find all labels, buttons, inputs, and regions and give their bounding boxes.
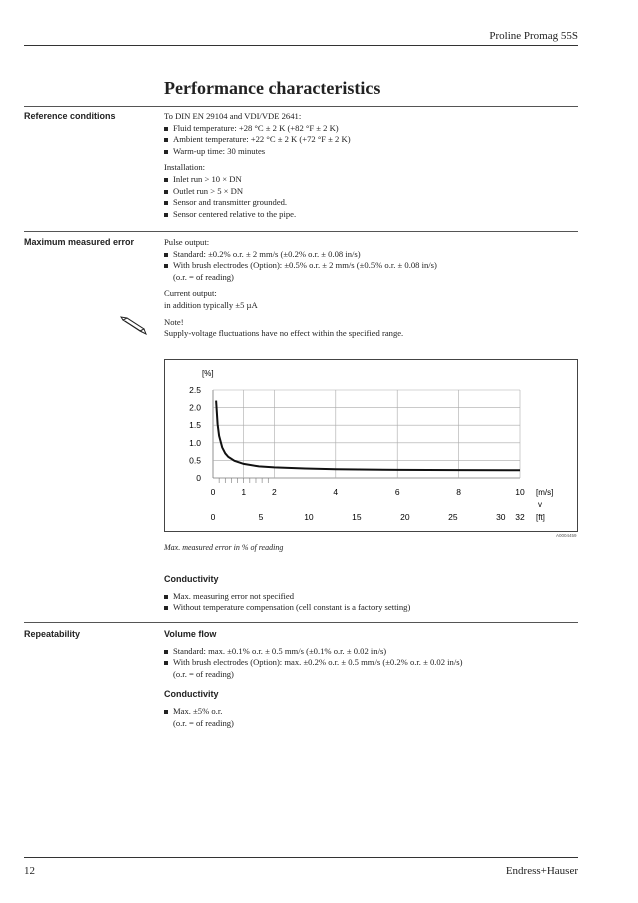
- conductivity-heading: Conductivity: [164, 574, 219, 584]
- x-tick-label-ms: 1: [241, 487, 247, 497]
- list-item: Ambient temperature: +22 °C ± 2 K (+72 °F ± 2 K): [164, 134, 584, 146]
- list-item: With brush electrodes (Option): max. ±0.2% o.r. ± 0.5 mm/s (±0.2% o.r. ± 0.02 in/s): [164, 657, 584, 669]
- page-number: 12: [24, 865, 35, 877]
- x-tick-label-ft: 0: [210, 512, 216, 522]
- error-chart: [164, 359, 578, 532]
- list-item: Max. ±5% o.r.: [164, 706, 584, 718]
- error-curve: [216, 401, 520, 471]
- y-tick-label: 1.5: [189, 420, 201, 431]
- y-tick-label: 0: [196, 473, 201, 483]
- repeatability-conductivity-note: (o.r. = of reading): [173, 717, 234, 728]
- current-text: in addition typically ±5 µA: [164, 299, 258, 310]
- current-heading: Current output:: [164, 288, 217, 299]
- chart-ylabel: [%]: [202, 369, 214, 378]
- list-item: Fluid temperature: +28 °C ± 2 K (+82 °F ± 2 K): [164, 123, 584, 135]
- list-item: Sensor centered relative to the pipe.: [164, 209, 584, 221]
- pulse-note: (o.r. = of reading): [173, 271, 234, 282]
- max-error-block: [164, 237, 584, 340]
- list-item: Without temperature compensation (cell constant is a factory setting): [164, 602, 584, 614]
- section-divider: [24, 622, 578, 623]
- chart-code: A0004459: [556, 533, 577, 538]
- list-item: Standard: ±0.2% o.r. ± 2 mm/s (±0.2% o.r. ± 0.08 in/s): [164, 249, 584, 261]
- section-divider: [24, 231, 578, 232]
- x-tick-label-ms: 8: [456, 487, 461, 497]
- chart-x-unit-ms: [m/s]: [536, 488, 554, 497]
- list-item: With brush electrodes (Option): ±0.5% o.r. ± 2 mm/s (±0.5% o.r. ± 0.08 in/s): [164, 260, 584, 272]
- reference-intro: To DIN EN 29104 and VDI/VDE 2641:: [164, 111, 302, 121]
- x-tick-label-ft: 25: [448, 512, 458, 522]
- x-tick-label-ms: 6: [394, 487, 400, 497]
- y-tick-label: 2.0: [189, 402, 201, 413]
- installation-list: [164, 174, 584, 220]
- conductivity-block: [164, 574, 584, 614]
- section-divider: [24, 106, 578, 107]
- y-tick-label: 2.5: [189, 385, 201, 395]
- list-item: Standard: max. ±0.1% o.r. ± 0.5 mm/s (±0.1% o.r. ± 0.02 in/s): [164, 646, 584, 658]
- list-item: Outlet run > 5 × DN: [164, 186, 584, 198]
- repeatability-note: (o.r. = of reading): [173, 668, 234, 679]
- list-item: Sensor and transmitter grounded.: [164, 197, 584, 209]
- conductivity-list: [164, 591, 584, 614]
- pulse-heading: Pulse output:: [164, 237, 210, 247]
- list-item: Inlet run > 10 × DN: [164, 174, 584, 186]
- footer-brand: Endress+Hauser: [505, 865, 578, 877]
- header-rule: [24, 45, 578, 46]
- y-tick-label: 0.5: [189, 455, 201, 466]
- chart-x-symbol: v: [538, 500, 542, 509]
- x-tick-label-ft: 15: [352, 512, 362, 522]
- x-tick-label-ft: 20: [400, 512, 410, 522]
- volume-flow-list: [164, 646, 584, 669]
- x-tick-label-ms: 0: [210, 487, 216, 497]
- footer-rule: [24, 857, 578, 858]
- x-tick-label-ms: 2: [272, 487, 277, 497]
- y-tick-label: 1.0: [189, 437, 201, 448]
- repeatability-conductivity-list: [164, 706, 584, 718]
- x-tick-label-ft: 10: [304, 512, 314, 522]
- x-tick-label-ms: 4: [333, 487, 339, 497]
- section-label-reference: Reference conditions: [24, 111, 116, 121]
- pulse-list: [164, 249, 584, 272]
- reference-block: [164, 111, 584, 220]
- note-title: Note!: [164, 316, 184, 327]
- x-tick-label-ft: 5: [258, 512, 264, 522]
- section-label-max-error: Maximum measured error: [24, 237, 135, 247]
- x-tick-label-ft: 32: [515, 512, 525, 522]
- chart-ticks: [219, 478, 268, 483]
- chart-x-unit-ft: [ft]: [536, 513, 545, 522]
- repeatability-block: [164, 629, 584, 729]
- chart-caption: Max. measured error in % of reading: [164, 543, 284, 552]
- repeatability-conductivity-heading: Conductivity: [164, 689, 219, 700]
- header-product-title: Proline Promag 55S: [489, 30, 578, 42]
- volume-flow-heading: Volume flow: [164, 629, 217, 639]
- section-label-repeatability: Repeatability: [24, 629, 81, 639]
- reference-list: [164, 123, 584, 158]
- installation-heading: Installation:: [164, 162, 206, 173]
- list-item: Max. measuring error not specified: [164, 591, 584, 603]
- note-text: Supply-voltage fluctuations have no effect within the specified range.: [164, 328, 404, 339]
- list-item: Warm-up time: 30 minutes: [164, 146, 584, 158]
- x-tick-label-ms: 10: [515, 487, 525, 497]
- chart-grid: [213, 390, 520, 478]
- pencil-note-icon: [120, 315, 148, 335]
- x-tick-label-ft: 30: [496, 512, 506, 522]
- page-title: Performance characteristics: [164, 78, 381, 98]
